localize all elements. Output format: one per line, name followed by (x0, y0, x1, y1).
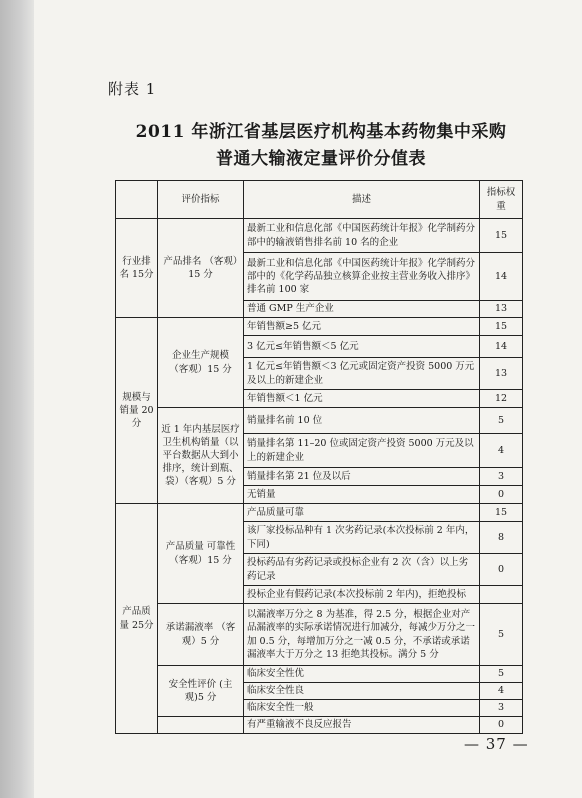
row-weight: 5 (480, 408, 523, 434)
row-description: 年销售额≥5 亿元 (244, 318, 480, 336)
row-weight: 12 (480, 390, 523, 408)
group-label: 产品质量 25分 (116, 504, 158, 734)
group-label: 行业排名 15分 (116, 219, 158, 318)
table-row (116, 604, 523, 666)
row-weight: 5 (480, 604, 523, 666)
table-row (116, 666, 523, 683)
row-description: 1 亿元≤年销售额＜3 亿元或固定资产投资 5000 万元及以上的新建企业 (244, 358, 480, 390)
header-group (116, 181, 158, 219)
indicator-label: 安全性评价 (主观)5 分 (158, 666, 244, 717)
group-label: 规模与 销量 20分 (116, 318, 158, 504)
indicator-label: 承诺漏液率 （客观）5 分 (158, 604, 244, 666)
row-weight: 3 (480, 468, 523, 486)
row-weight: 4 (480, 434, 523, 468)
row-description: 投标药品有劣药记录或投标企业有 2 次（含）以上劣药记录 (244, 554, 480, 586)
header-indicator: 评价指标 (158, 181, 244, 219)
row-weight: 3 (480, 700, 523, 717)
row-weight: 13 (480, 301, 523, 318)
row-weight: 14 (480, 336, 523, 358)
row-weight: 4 (480, 683, 523, 700)
table-row (116, 717, 523, 734)
table-row (116, 504, 523, 522)
indicator-label: 企业生产规模 （客观）15 分 (158, 318, 244, 408)
indicator-label: 近 1 年内基层医疗卫生机构销量（以平台数据从大到小排序，统计到瓶、袋）（客观）5 分 (158, 408, 244, 504)
page-subtitle: 普通大输液定量评价分值表 (216, 149, 426, 169)
row-description: 最新工业和信息化部《中国医药统计年报》化学制药分部中的《化学药品独立核算企业按主营业务收入排序》排名前 100 家 (244, 253, 480, 301)
table-row (116, 408, 523, 434)
row-weight: 15 (480, 219, 523, 253)
row-description: 销量排名前 10 位 (244, 408, 480, 434)
row-description: 以漏液率万分之 8 为基准，得 2.5 分，根据企业对产品漏液率的实际承诺情况进行加减分，每减少万分之一加 0.5 分，每增加万分之一减 0.5 分，不承诺或承诺漏液率大于万分之 13 拒绝其投标。满分 5 分 (244, 604, 480, 666)
row-description: 产品质量可靠 (244, 504, 480, 522)
table-row (116, 318, 523, 336)
row-weight: 13 (480, 358, 523, 390)
row-description: 3 亿元≤年销售额＜5 亿元 (244, 336, 480, 358)
row-description: 销量排名第 21 位及以后 (244, 468, 480, 486)
row-description: 投标企业有假药记录(本次投标前 2 年内)，拒绝投标 (244, 586, 480, 604)
header-description: 描述 (244, 181, 480, 219)
table-row (116, 219, 523, 253)
row-description: 销量排名第 11–20 位或固定资产投资 5000 万元及以上的新建企业 (244, 434, 480, 468)
page-title: 2011 年浙江省基层医疗机构基本药物集中采购 (135, 122, 507, 142)
row-weight: 15 (480, 504, 523, 522)
row-weight: 15 (480, 318, 523, 336)
row-description: 最新工业和信息化部《中国医药统计年报》化学制药分部中的输液销售排名前 10 名的企业 (244, 219, 480, 253)
row-description: 年销售额＜1 亿元 (244, 390, 480, 408)
row-description: 临床安全性良 (244, 683, 480, 700)
row-description: 普通 GMP 生产企业 (244, 301, 480, 318)
row-description: 临床安全性优 (244, 666, 480, 683)
row-description: 该厂家投标品种有 1 次劣药记录(本次投标前 2 年内，下同) (244, 522, 480, 554)
row-description: 无销量 (244, 486, 480, 504)
book-gutter (0, 0, 34, 798)
row-weight: 0 (480, 486, 523, 504)
indicator-label: 产品质量 可靠性 （客观）15 分 (158, 504, 244, 604)
row-description: 临床安全性一般 (244, 700, 480, 717)
row-weight (480, 586, 523, 604)
table-header-row (116, 181, 523, 219)
appendix-label: 附表 1 (108, 80, 157, 98)
indicator-label: 产品排名 （客观）15 分 (158, 219, 244, 318)
row-weight: 5 (480, 666, 523, 683)
row-weight: 0 (480, 554, 523, 586)
row-description: 有严重输液不良反应报告 (244, 717, 480, 734)
score-table (115, 180, 523, 734)
indicator-label-empty (158, 717, 244, 734)
page-number: — 37 — (464, 735, 529, 753)
row-weight: 14 (480, 253, 523, 301)
row-weight: 8 (480, 522, 523, 554)
row-weight: 0 (480, 717, 523, 734)
header-weight: 指标权重 (480, 181, 523, 219)
